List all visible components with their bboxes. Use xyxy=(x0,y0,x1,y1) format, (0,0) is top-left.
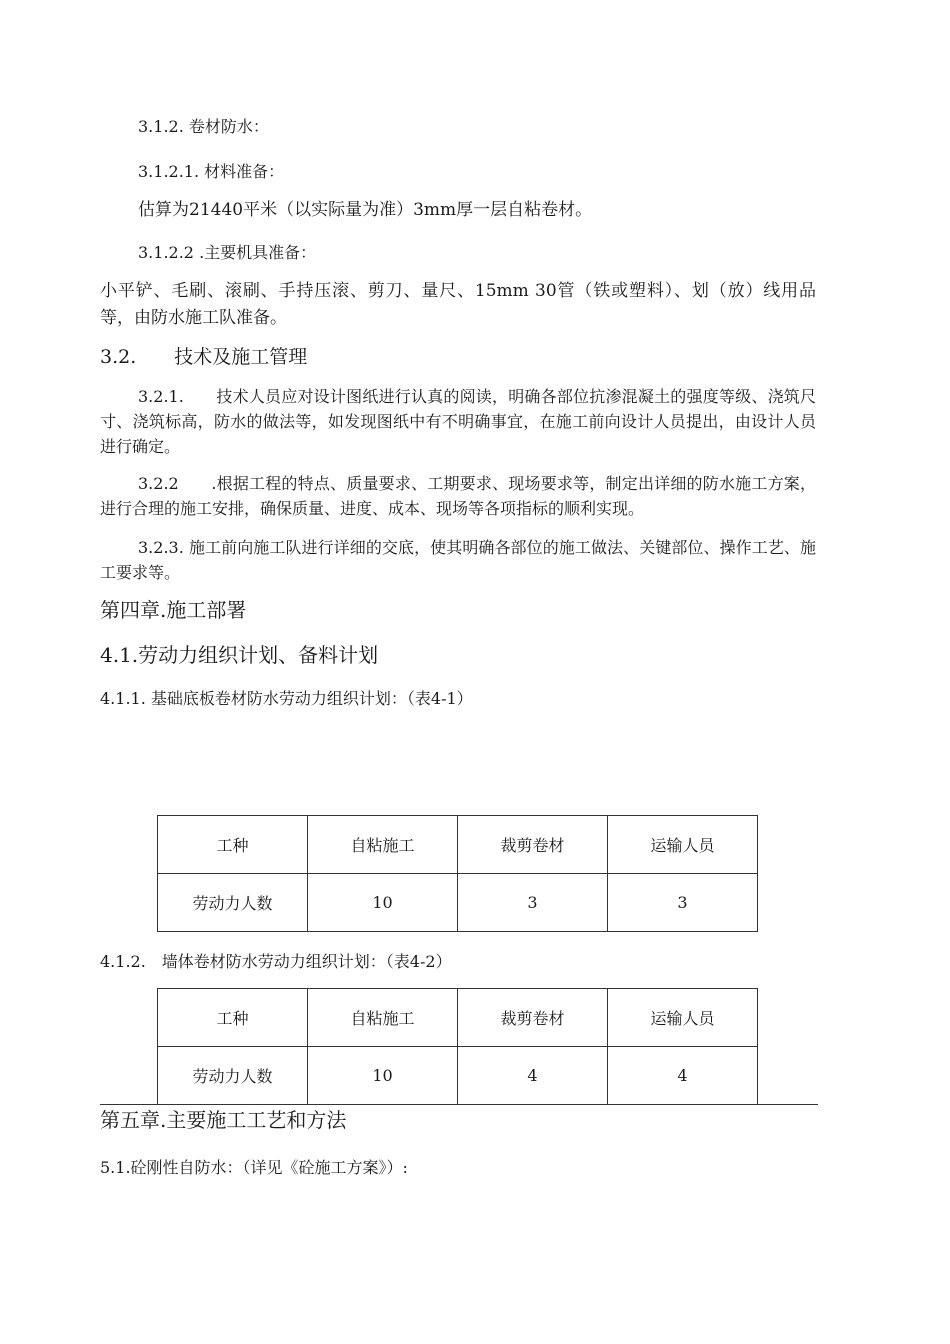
material-estimate-text: 估算为21440平米（以实际量为准）3mm厚一层自粘卷材。 xyxy=(138,200,593,220)
table-cell: 4 xyxy=(458,1047,608,1105)
table-cell: 运输人员 xyxy=(608,989,758,1047)
table-cell: 10 xyxy=(308,1047,458,1105)
paragraph-3-2-1: 3.2.1. 技术人员应对设计图纸进行认真的阅读，明确各部位抗渗混凝土的强度等级、浇筑尺寸、浇筑标高，防水的做法等，如发现图纸中有不明确事宜，在施工前向设计人员提出，由设计人员进行确定。 xyxy=(100,387,816,456)
table-cell: 裁剪卷材 xyxy=(458,816,608,874)
table-cell: 4 xyxy=(608,1047,758,1105)
chapter-5-title: 第五章.主要施工工艺和方法 xyxy=(100,1108,347,1132)
table-cell: 工种 xyxy=(158,816,308,874)
table-cell: 工种 xyxy=(158,989,308,1047)
section-heading-3-2: 3.2. 技术及施工管理 xyxy=(100,346,308,368)
section-heading-3-1-2-1: 3.1.2.1. 材料准备： xyxy=(138,162,285,181)
horizontal-rule xyxy=(100,1104,818,1105)
paragraph-3-2-2: 3.2.2 .根据工程的特点、质量要求、工期要求、现场要求等，制定出详细的防水施工方案，进行合理的施工安排，确保质量、进度、成本、现场等各项指标的顺利实现。 xyxy=(100,474,816,518)
section-heading-4-1: 4.1.劳动力组织计划、备料计划 xyxy=(100,643,379,667)
section-heading-4-1-2: 4.1.2. 墙体卷材防水劳动力组织计划：（表4-2） xyxy=(100,952,452,971)
paragraph-3-2-3: 3.2.3. 施工前向施工队进行详细的交底，使其明确各部位的施工做法、关键部位、操作工艺、施工要求等。 xyxy=(100,538,816,582)
section-heading-5-1: 5.1.砼刚性自防水：（详见《砼施工方案》）: xyxy=(100,1158,408,1177)
labor-table-4-1 xyxy=(157,815,758,932)
table-cell: 3 xyxy=(458,874,608,932)
table-row xyxy=(158,1047,758,1105)
section-heading-3-1-2: 3.1.2. 卷材防水： xyxy=(138,117,269,136)
table-cell: 劳动力人数 xyxy=(158,1047,308,1105)
table-cell: 自粘施工 xyxy=(308,989,458,1047)
table-cell: 3 xyxy=(608,874,758,932)
table-header-row xyxy=(158,989,758,1047)
table-cell: 10 xyxy=(308,874,458,932)
table-row xyxy=(158,874,758,932)
section-heading-4-1-1: 4.1.1. 基础底板卷材防水劳动力组织计划：（表4-1） xyxy=(100,689,473,708)
table-cell: 运输人员 xyxy=(608,816,758,874)
table-header-row xyxy=(158,816,758,874)
section-heading-3-1-2-2: 3.1.2.2 .主要机具准备： xyxy=(138,243,317,262)
tools-list-paragraph: 小平铲、毛刷、滚刷、手持压滚、剪刀、量尺、15mm 30管（铁或塑料）、划（放）线用品等，由防水施工队准备。 xyxy=(100,281,816,328)
table-cell: 裁剪卷材 xyxy=(458,989,608,1047)
labor-table-4-2 xyxy=(157,988,758,1105)
table-cell: 劳动力人数 xyxy=(158,874,308,932)
chapter-4-title: 第四章.施工部署 xyxy=(100,598,247,622)
table-cell: 自粘施工 xyxy=(308,816,458,874)
